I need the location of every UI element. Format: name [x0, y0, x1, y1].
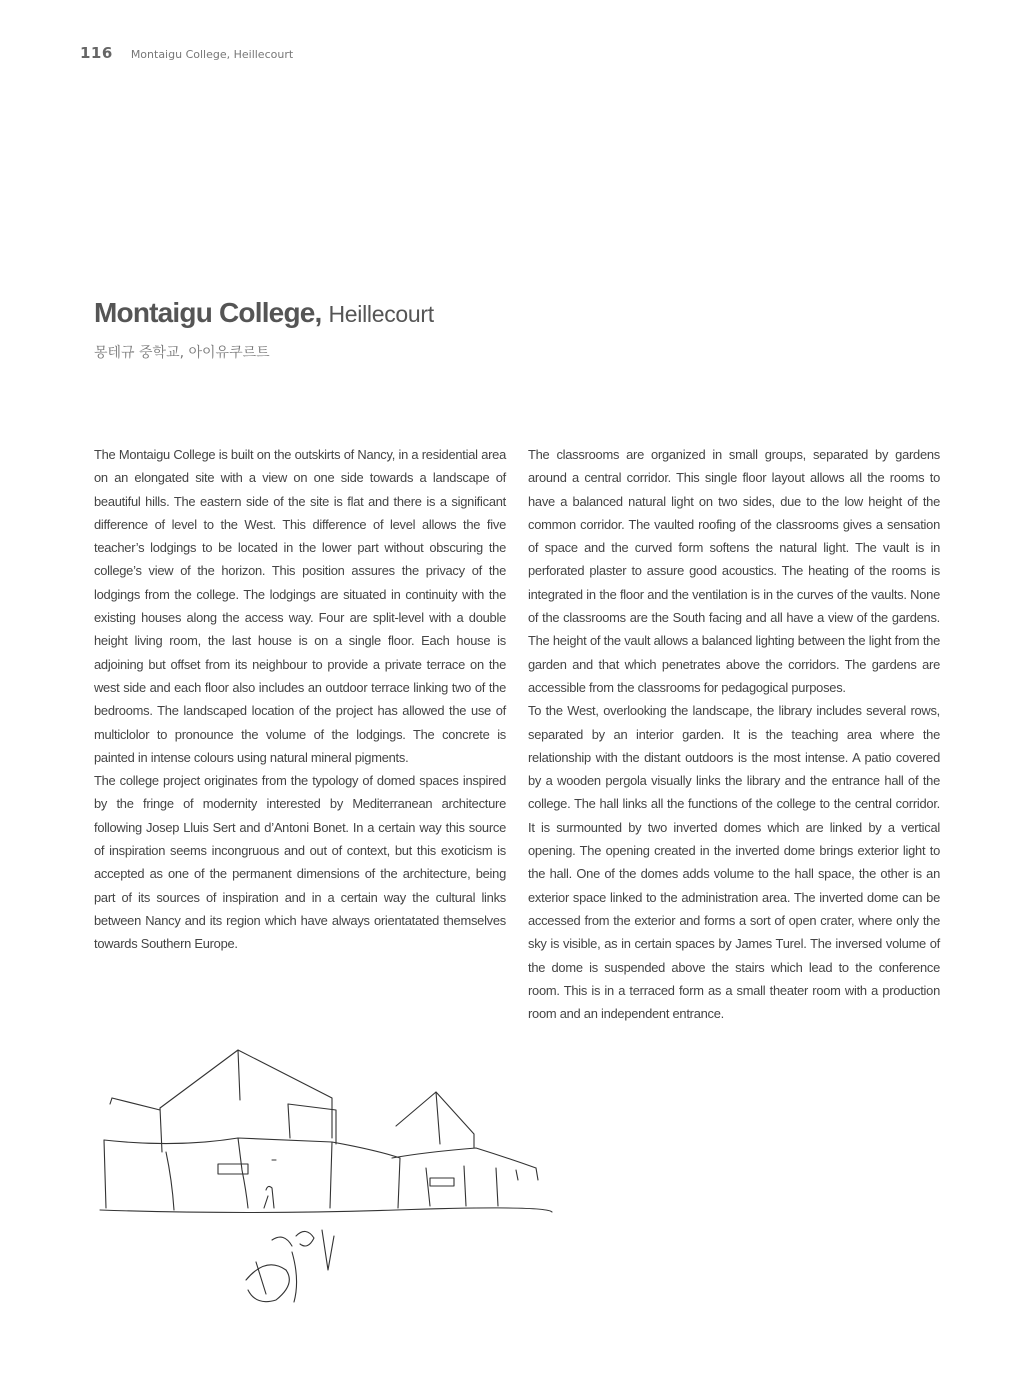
- paragraph: The college project originates from the typology of domed spaces inspired by the fringe of modernity interested by Mediterranean architecture following Josep Lluis Sert and d’Antoni Bonet. In a certain way this source of inspiration seems incongruous and out of context, but this exoticism is accepted as one of the permanent dimensions of the architecture, being part of its sources of inspiration and in a certain way the cultural links between Nancy and its region which have always orientatated themselves towards Southern Europe.: [94, 773, 506, 952]
- paragraph: The classrooms are organized in small groups, separated by gardens around a central corridor. This single floor layout allows all the rooms to have a balanced natural light on two sides, due to the low height of the common corridor. The vaulted roofing of the classrooms gives a sensation of space and the curved form softens the natural light. The vault is in perforated plaster to assure good acoustics. The heating of the rooms is integrated in the floor and the ventilation is in the curves of the vaults. None of the classrooms are the South facing and all have a view of the gardens. The height of the vault allows a balanced lighting between the light from the garden and that which penetrates above the corridors. The gardens are accessible from the classrooms for pedagogical purposes.: [528, 447, 940, 695]
- title-block: [94, 296, 434, 362]
- page-title: [94, 296, 434, 330]
- text-column-left: [94, 443, 506, 956]
- korean-title: 몽테규 중학교, 아이유쿠르트: [94, 344, 270, 361]
- running-title: Montaigu College, Heillecourt: [130, 48, 294, 61]
- title-main: Montaigu College,: [94, 297, 322, 328]
- paragraph: To the West, overlooking the landscape, the library includes several rows, separated by an interior garden. It is the teaching area where the relationship with the distant outdoors is the most intense. A patio covered by a wooden pergola visually links the library and the entrance hall of the college. The hall links all the functions of the college to the central corridor. It is surmounted by two inverted domes which are linked by a vertical opening. The opening created in the inverted dome brings exterior light to the hall. One of the domes adds volume to the hall space, the other is an exterior space linked to the administration area. The inverted dome can be accessed from the exterior and forms a sort of open crater, where only the sky is visible, as in certain spaces by James Turel. The inversed volume of the dome is suspended above the stairs which lead to the conference room. This is in a terraced form as a small theater room with a production room and an independent entrance.: [528, 703, 940, 1022]
- title-sub: Heillecourt: [328, 301, 434, 327]
- sketch-drawing: [96, 1040, 556, 1320]
- text-column-right: [528, 443, 940, 1025]
- page-number: 116: [80, 44, 113, 62]
- paragraph: The Montaigu College is built on the outskirts of Nancy, in a residential area on an elongated site with a view on one side towards a landscape of beautiful hills. The eastern side of the site is flat and there is a significant difference of level to the West. This difference of level allows the five teacher’s lodgings to be located in the lower part without obscuring the college’s view of the horizon. This position assures the privacy of the lodgings from the college. The lodgings are situated in continuity with the existing houses along the access way. Four are split-level with a double height living room, the last house is on a single floor. Each house is adjoining but offset from its neighbour to provide a private terrace on the west side and each floor also includes an outdoor terrace linking two of the bedrooms. The landscaped location of the project has allowed the use of multiclolor to pronounce the volume of the lodgings. The concrete is painted in intense colours using natural mineral pigments.: [94, 447, 506, 765]
- architectural-sketch: [96, 1040, 556, 1320]
- running-header: [80, 44, 293, 62]
